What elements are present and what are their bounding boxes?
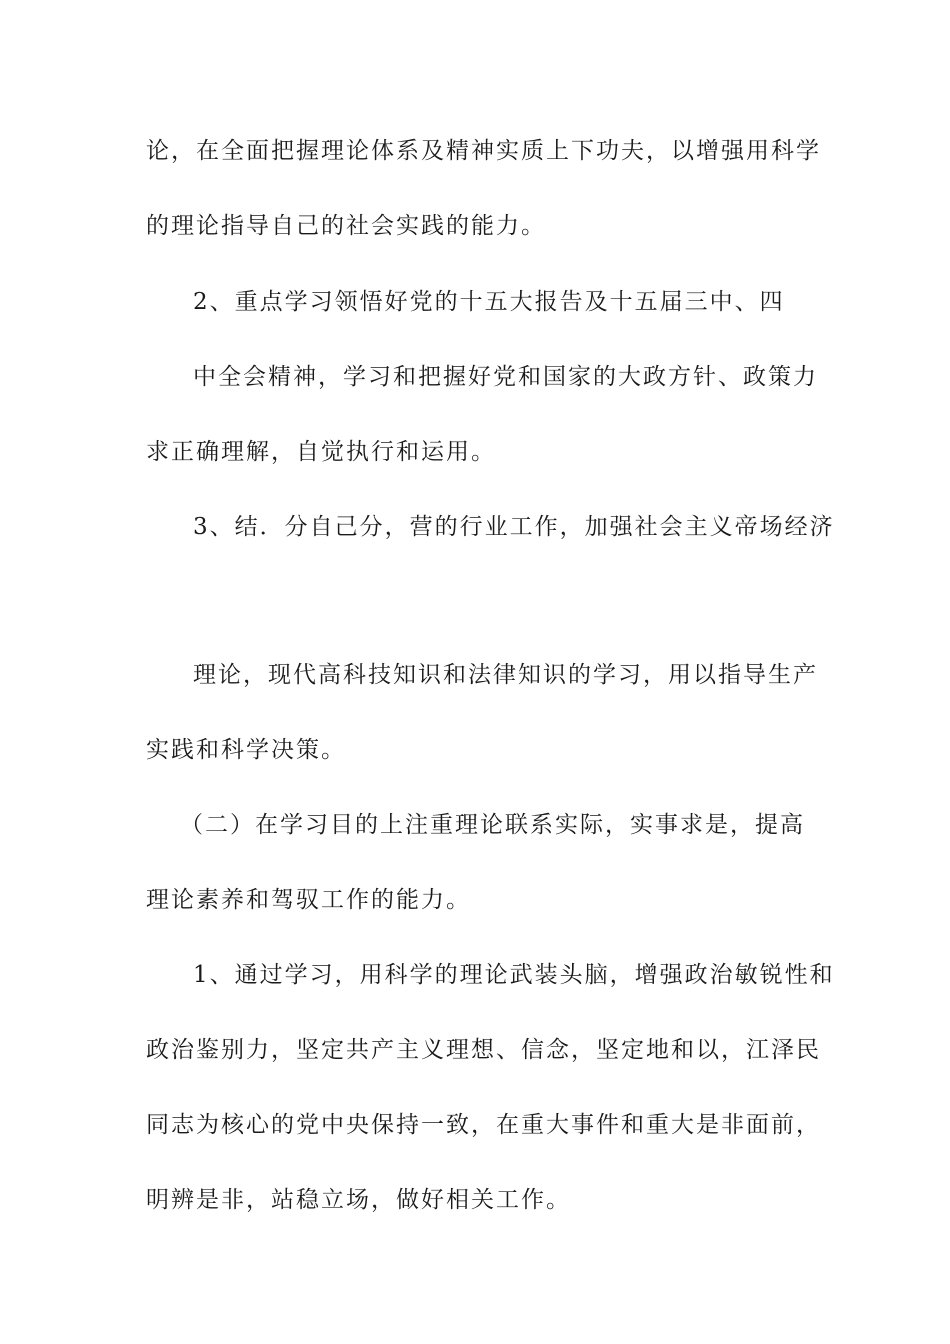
- text-line: 的理论指导自己的社会实践的能力。: [146, 213, 546, 239]
- text-line: 明辨是非，站稳立场，做好相关工作。: [146, 1187, 571, 1213]
- text-line: 1、通过学习，用科学的理论武装头脑，增强政治敏锐性和: [193, 962, 835, 988]
- text-line: 求正确理解，自觉执行和运用。: [146, 439, 496, 465]
- text-line: 2、重点学习领悟好党的十五大报告及十五届三中、四: [193, 289, 785, 315]
- text-line: 理论素养和驾驭工作的能力。: [146, 887, 471, 913]
- text-line: 同志为核心的党中央保持一致，在重大事件和重大是非面前，: [146, 1112, 821, 1138]
- text-line: （二）在学习目的上注重理论联系实际，实事求是，提高: [180, 812, 805, 838]
- text-line: 政治鉴别力，坚定共产主义理想、信念，坚定地和以，江泽民: [146, 1037, 821, 1063]
- text-line: 实践和科学决策。: [146, 737, 346, 763]
- text-line: 论，在全面把握理论体系及精神实质上下功夫，以增强用科学: [146, 138, 821, 164]
- text-line: 理论，现代高科技知识和法律知识的学习，用以指导生产: [193, 662, 818, 688]
- text-line: 中全会精神，学习和把握好党和国家的大政方针、政策力: [193, 364, 818, 390]
- text-line: 3、结．分自己分，营的行业工作，加强社会主义帝场经济: [193, 514, 835, 540]
